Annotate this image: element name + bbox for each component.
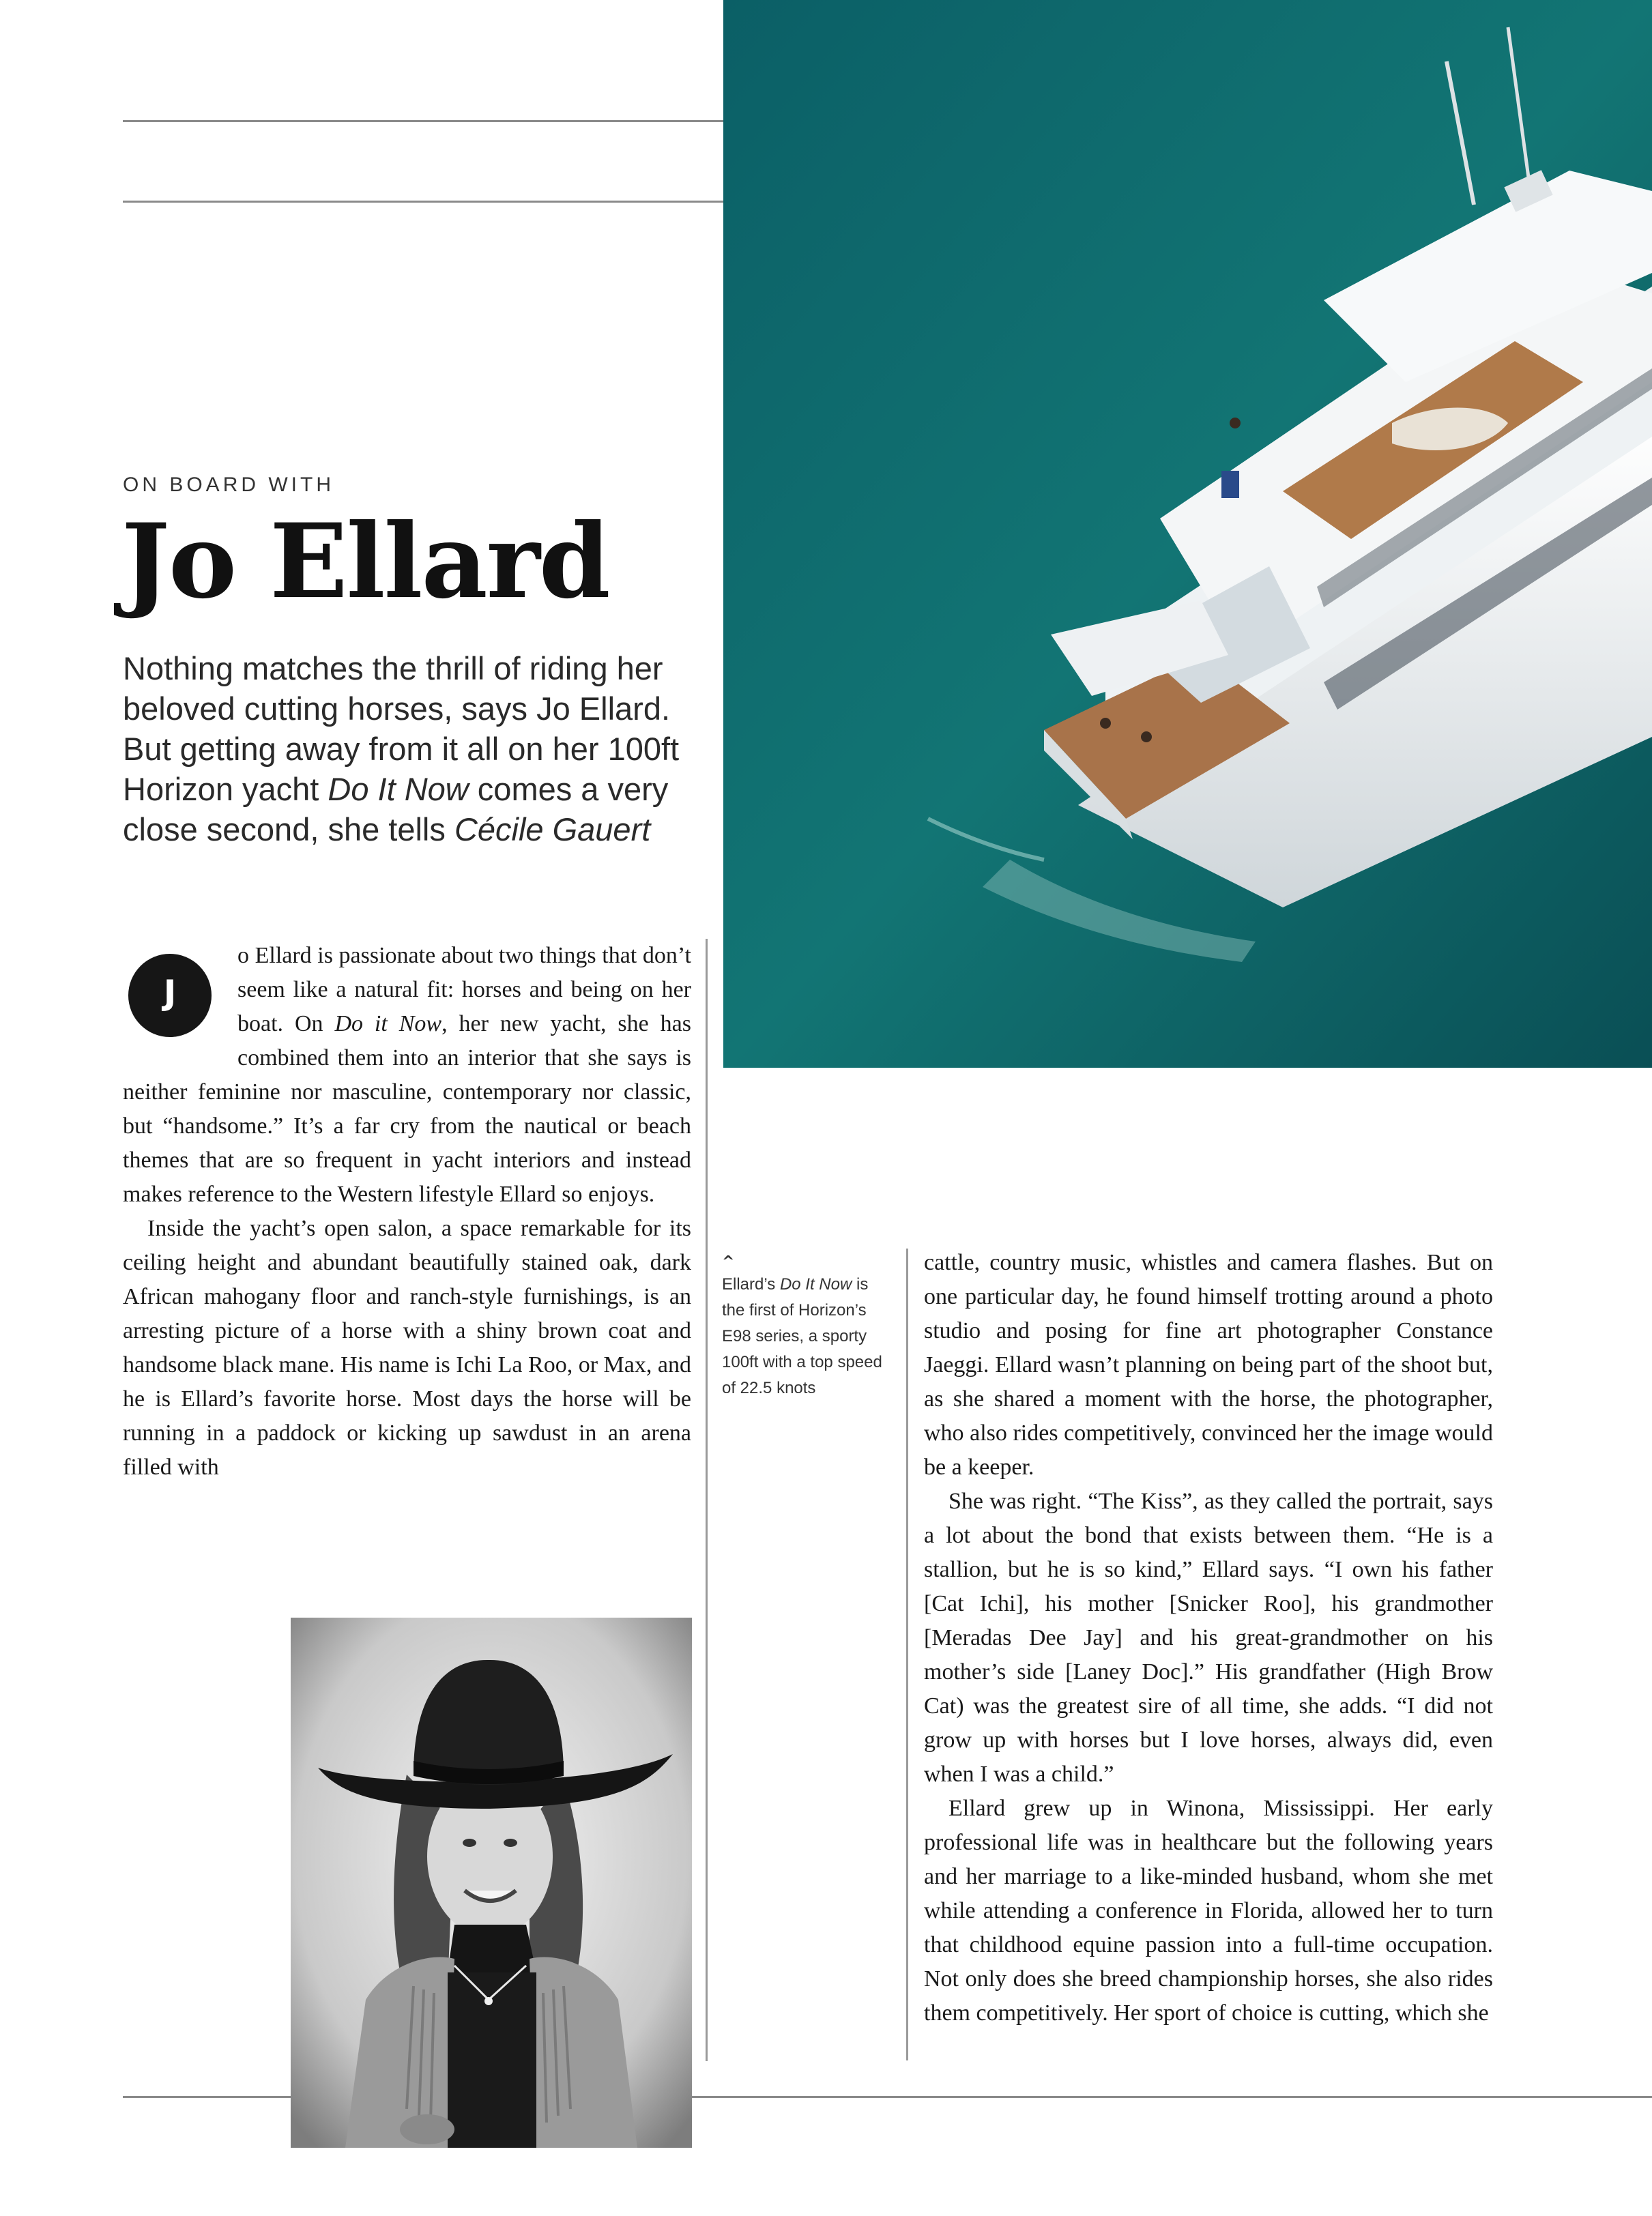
caption-boat-name: Do It Now <box>779 1275 852 1294</box>
caption-text-1: Ellard’s <box>722 1275 780 1294</box>
kicker: ON BOARD WITH <box>123 473 334 496</box>
belt-buckle <box>400 2114 454 2144</box>
body-paragraph: Inside the yacht’s open salon, a space remarkable for its ceiling height and abundant beautifully stained oak, dark African mahogany floor and ranch-style furnishings, is an arresting picture of a horse with a shiny brown coat and handsome black mane. His name is Ichi La Roo, or Max, and he is Ellard’s favorite horse. Most days the horse will be running in a paddock or kicking up sawdust in an arena filled with <box>123 1216 691 1480</box>
body-paragraph: She was right. “The Kiss”, as they called the portrait, says a lot about the bond that exists between them. “He is a stallion, but he is so kind,” Ellard says. “I own his father [Cat Ichi], his mother [Snicker Roo], his grandmother [Meradas Dee Jay] and his great-grandmother on his mother’s side [Laney Doc].” His grandfather (High Brow Cat) was the greatest sire of all time, she adds. “I did not grow up with horses but I love horses, always did, even when I was a child.” <box>924 1489 1493 1787</box>
standfirst-text-1: Nothing matches the thrill of riding her beloved cutting horses, says Jo Ellard. But getting away from it all on her 100ft Horizon yacht <box>123 650 680 807</box>
top-rule-1 <box>123 120 725 122</box>
standfirst-boat-name: Do It Now <box>328 771 469 807</box>
headline: Jo Ellard <box>121 501 609 622</box>
column-rule-left <box>706 939 708 2061</box>
portrait-photo <box>291 1618 692 2148</box>
body-paragraph: Ellard grew up in Winona, Mississippi. Her early professional life was in healthcare but the following years and her marriage to a like-minded husband, whom she met while attending a conference in Florida, allowed her to turn that childhood equine passion into a full-time occupation. Not only does she breed championship horses, she also rides them competitively. Her sport of choice is cutting, which she <box>924 1796 1493 2026</box>
column-rule-right <box>906 1249 908 2060</box>
paragraph-text: o Ellard is passionate about two things that don’t seem like a natural fit: horses and being on her boat. On <box>237 943 691 1036</box>
body-column-right <box>924 1246 1493 2030</box>
drop-cap <box>128 954 212 1037</box>
yacht-photo <box>723 0 1652 1068</box>
caption-marker-icon: ^ <box>722 1253 735 1270</box>
drop-cap-letter: J <box>163 973 177 1012</box>
body-paragraph: cattle, country music, whistles and camera flashes. But on one particular day, he found himself trotting around a photo studio and posing for fine art photographer Constance Jaeggi. Ellard wasn’t planning on being part of the shoot but, as she shared a moment with the horse, the photographer, who also rides competitively, convinced her the image would be a keeper. <box>924 1250 1493 1480</box>
standfirst-text-2: comes a very close second, she tells <box>123 771 669 847</box>
standfirst-author: Cécile Gauert <box>454 811 651 847</box>
top-rule-2 <box>123 201 725 203</box>
boat-name: Do it Now <box>334 1011 442 1036</box>
body-column-left <box>123 939 691 1485</box>
body-paragraph <box>123 939 691 1212</box>
caption-text-2: is the first of Horizon’s E98 series, a sporty 100ft with a top speed of 22.5 knots <box>722 1275 882 1397</box>
paragraph-text: , her new yacht, she has combined them into an interior that she says is neither feminine nor masculine, contemporary nor classic, but “handsome.” It’s a far cry from the nautical or beach themes that are so frequent in yacht interiors and instead makes reference to the Western lifestyle Ellard so enjoys. <box>123 1011 691 1207</box>
photo-caption <box>722 1253 893 1401</box>
standfirst <box>123 648 723 849</box>
